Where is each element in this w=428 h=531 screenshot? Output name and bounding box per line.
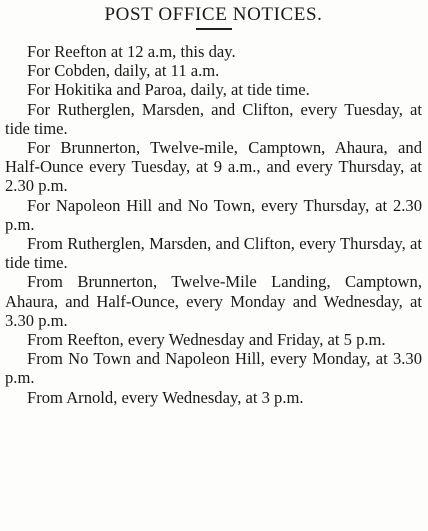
notice-item: From No Town and Napoleon Hill, every Monday, at 3.30 p.m. [5, 349, 422, 388]
notice-item: For Brunnerton, Twelve-mile, Camptown, Ahaura, and Half-Ounce every Tuesday, at 9 a.m., and every Thursday, at 2.30 p.m. [5, 138, 422, 196]
heading-divider [196, 28, 232, 36]
notices-heading: POST OFFICE NOTICES. [104, 4, 323, 25]
notice-item: From Brunnerton, Twelve-Mile Landing, Camptown, Ahaura, and Half-Ounce, every Monday and Wednesday, at 3.30 p.m. [5, 272, 422, 330]
notice-item: From Arnold, every Wednesday, at 3 p.m. [27, 387, 304, 407]
notice-item: From Reefton, every Wednesday and Friday, at 5 p.m. [27, 330, 386, 350]
notice-item: For Hokitika and Paroa, daily, at tide time. [27, 80, 310, 100]
notice-item: From Rutherglen, Marsden, and Clifton, every Thursday, at tide time. [5, 234, 422, 273]
notices-list [5, 42, 422, 407]
notice-item: For Rutherglen, Marsden, and Clifton, every Tuesday, at tide time. [5, 99, 422, 138]
notice-item: For Reefton at 12 a.m, this day. [27, 42, 236, 61]
notice-item: For Cobden, daily, at 11 a.m. [27, 61, 220, 81]
notice-item: For Napoleon Hill and No Town, every Thursday, at 2.30 p.m. [5, 195, 422, 234]
